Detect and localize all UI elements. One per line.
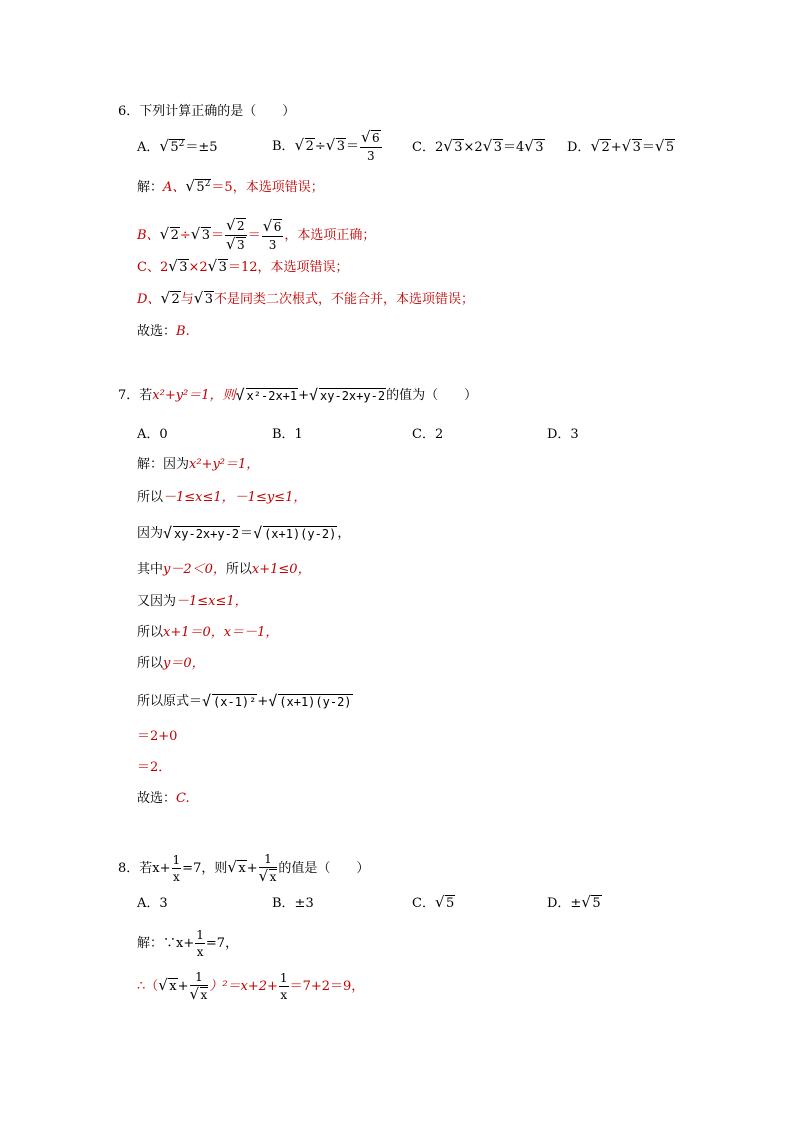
q8-stem: 8．若x+ $\frac{1}{x}$ =7，则√ x+ 1 √ x 的值是（ ） [118,852,369,876]
q7-solution-9: ＝2+0 [137,729,178,744]
q7-solution-10: ＝2． [137,760,172,775]
q7-solution-8: 所以原式＝√ (x-1)²+√ (x+1)(y-2) [137,690,353,714]
q8-options [0,892,794,916]
q7-option-d: D．3 [547,427,579,442]
q7-answer: 故选：C. [137,791,190,806]
q7-solution-2: 所以－1≤x≤1，－1≤y≤1， [137,490,307,505]
q7-solution-6: 所以x+1＝0，x＝－1， [137,625,279,640]
q7-option-c: C．2 [412,427,444,442]
q6-options [0,131,794,163]
q7-options [0,423,794,447]
q7-solution-7: 所以y＝0， [137,656,205,671]
q7-solution-3: 因为√ xy-2x+y-2＝√ (x+1)(y-2)， [137,522,350,546]
q6-solution-d: D、√ 2与√ 3不是同类二次根式，不能合并，本选项错误； [137,288,474,312]
q7-solution-4: 其中y－2＜0，所以x+1≤0， [137,562,311,577]
q7-stem: 7．若x²+y²＝1，则√ x²-2x+1+√ xy-2x+y-2的值为（ ） [118,384,477,408]
q8-solution-1: 解：∵x+ $\frac{1}{x}$ =7， [137,928,239,959]
q6-solution-b: B、√ 2÷√ 3＝ √ 2 √ 3 ＝ √ $\frac{6}{3}$ ，本选项正确； [137,218,375,242]
q6-solution-c: C、2√ 3×2√ 3＝12，本选项错误； [137,256,349,280]
q7-solution-5: 又因为－1≤x≤1， [137,594,248,609]
q6-option-a: A．√ $5^2=\pm 5$ [137,136,218,160]
q6-option-d: D．√ 2+√ 3＝√ 5 [567,136,675,160]
q8-solution-2: ∴（√ x+ 1 √ x ）²＝x+2+ $\frac{1}{x}$ ＝7+2＝9， [137,970,364,994]
q8-option-c: C．√ 5 [412,892,455,916]
q6-answer: 故选：B. [137,324,190,339]
q6-solution-a: 解：A、√ $5^2=5$，本选项错误； [137,176,324,200]
q7-option-a: A．0 [137,427,168,442]
q6-option-b: B．√ 2÷√ 3＝ √ $\frac{6}{3}$ [272,130,383,163]
q6-stem: 6．下列计算正确的是（ ） [118,104,296,119]
q6-option-c: C．2√ 3×2√ 3＝4√ 3 [412,136,545,160]
q7-solution-1: 解：因为x²+y²＝1， [137,457,260,472]
q7-option-b: B．1 [272,427,303,442]
q8-option-a: A．3 [137,896,168,911]
q8-option-b: B．±3 [272,896,314,911]
q8-option-d: D．±√ 5 [547,892,602,916]
